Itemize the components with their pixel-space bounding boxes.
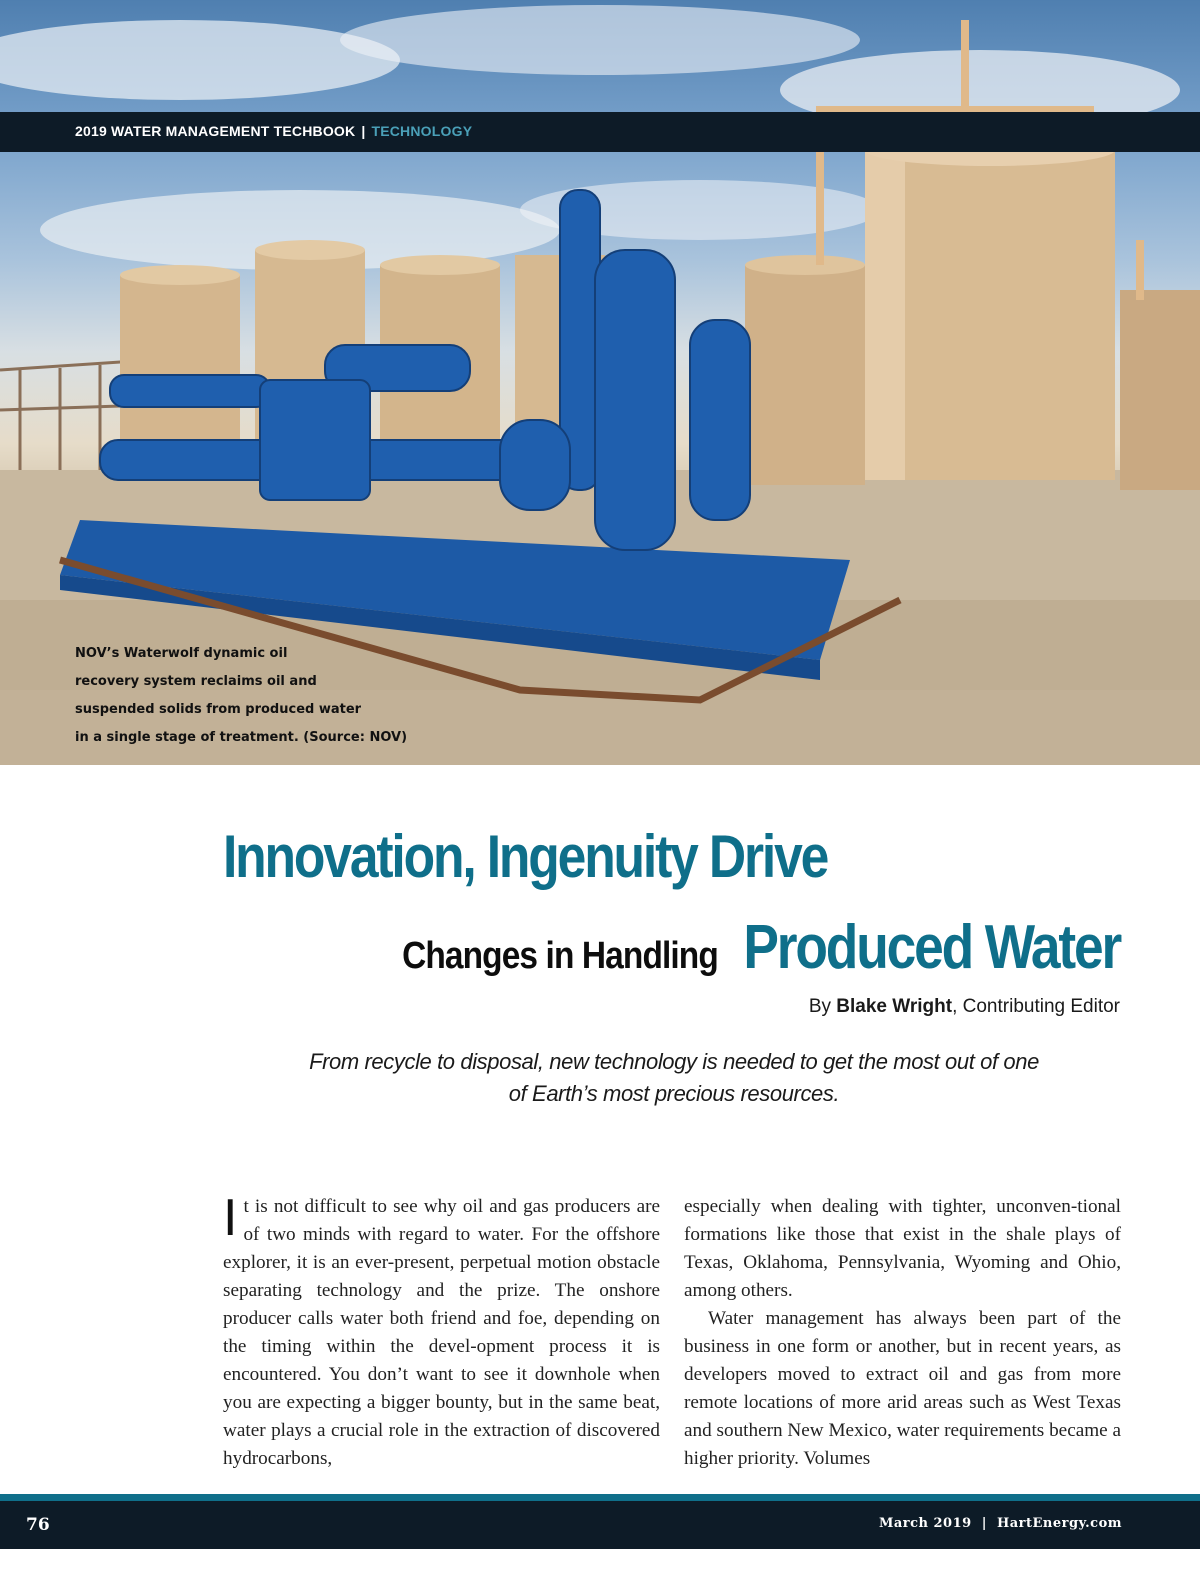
- footer-separator: |: [981, 1516, 987, 1531]
- body-column-2: [684, 1193, 1121, 1473]
- author-name: Blake Wright: [836, 996, 953, 1017]
- caption-line: NOV’s Waterwolf dynamic oil: [75, 646, 288, 661]
- website: HartEnergy.com: [996, 1516, 1122, 1531]
- body-paragraph: especially when dealing with tighter, unconven-tional formations like those that exist in the shale plays of Texas, Oklahoma, Pennsylvania, Wyoming and Ohio, among others.: [684, 1196, 1121, 1301]
- section-name: TECHNOLOGY: [371, 123, 473, 139]
- headline-line-2-part-1: Changes in Handling: [401, 935, 718, 977]
- body-paragraph: t is not difficult to see why oil and gas producers are of two minds with regard to water. For the offshore explorer, it is an ever-present, perpetual motion obstacle separating technology and the prize. The onshore producer calls water both friend and foe, depending on the timing within the devel-opment process it is encountered. You don’t want to see it downhole when you are expecting a bigger bounty, but in the same beat, water plays a crucial role in the extraction of discovered hydrocarbons,: [223, 1196, 660, 1469]
- issue-date: March 2019: [878, 1516, 972, 1531]
- page-number: 76: [26, 1515, 50, 1535]
- byline-prefix: By: [808, 996, 832, 1017]
- body-column-1: [223, 1189, 660, 1473]
- caption-line: recovery system reclaims oil and: [75, 674, 317, 689]
- drop-cap: I: [223, 1189, 238, 1247]
- footer-info: [879, 1516, 1122, 1531]
- footer-accent-rule: [0, 1494, 1200, 1501]
- headline-line-2-part-2: Produced Water: [743, 913, 1120, 982]
- photo-caption: [75, 640, 435, 752]
- body-paragraph: Water management has always been part of the business in one form or another, but in recent years, as developers moved to extract oil and gas from more remote locations of more arid areas such as West Texas and southern New Mexico, water requirements became a higher priority. Volumes: [684, 1308, 1121, 1469]
- section-header-bar: [0, 112, 1200, 152]
- publication-name: 2019 WATER MANAGEMENT TECHBOOK: [75, 123, 356, 139]
- author-role: , Contributing Editor: [952, 996, 1120, 1017]
- headline-line-1: Innovation, Ingenuity Drive: [223, 823, 828, 890]
- byline: [809, 996, 1120, 1018]
- header-separator: |: [361, 123, 366, 139]
- caption-line: suspended solids from produced water: [75, 702, 362, 717]
- article-deck: From recycle to disposal, new technology is needed to get the most out of one of Earth’s most precious resources.: [309, 1049, 1039, 1106]
- caption-line: in a single stage of treatment. (Source: NOV): [75, 730, 408, 745]
- headline-line-2: [359, 912, 1120, 983]
- footer-bar: [0, 1501, 1200, 1549]
